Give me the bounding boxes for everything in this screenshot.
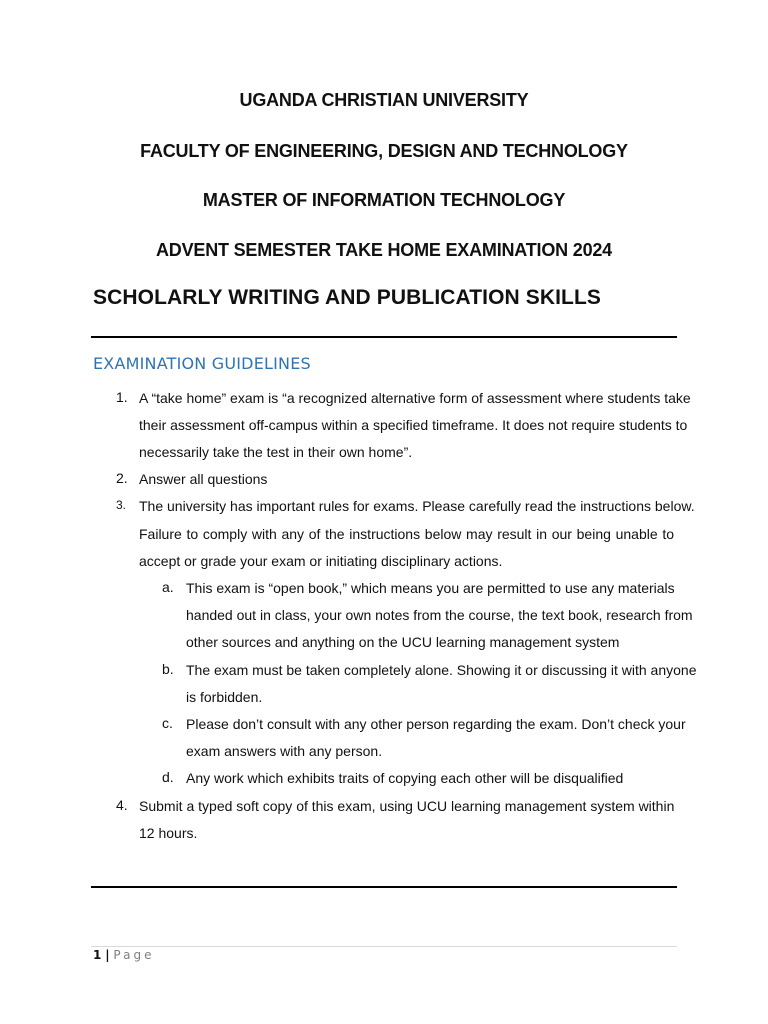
page-number: 1 [93, 948, 102, 962]
subitem-letter: a. [162, 579, 174, 595]
page-separator: | [105, 948, 110, 962]
subitem-line: The exam must be taken completely alone. Showing it or discussing it with anyone [186, 662, 697, 678]
page-label: Page [113, 948, 155, 962]
subitem-line: This exam is “open book,” which means you are permitted to use any materials [186, 580, 675, 596]
subitem-line: Please don’t consult with any other person regarding the exam. Don’t check your [186, 716, 686, 732]
subitem-letter: c. [162, 715, 173, 731]
item-line: Answer all questions [139, 471, 268, 487]
page-footer [93, 948, 154, 962]
exam-heading: ADVENT SEMESTER TAKE HOME EXAMINATION 2024 [156, 240, 612, 260]
subitem-line: handed out in class, your own notes from the course, the text book, research from [186, 607, 693, 623]
guidelines-title: EXAMINATION GUIDELINES [93, 354, 311, 373]
item-line: A “take home” exam is “a recognized alternative form of assessment where students take [139, 390, 691, 406]
university-heading: UGANDA CHRISTIAN UNIVERSITY [239, 90, 529, 110]
subitem-letter: b. [162, 661, 174, 677]
subitem-line: is forbidden. [186, 689, 263, 705]
item-line: their assessment off-campus within a specified timeframe. It does not require students to [139, 417, 688, 433]
item-line: Failure to comply with any of the instructions below may result in our being unable to [139, 526, 674, 542]
item-line: 12 hours. [139, 825, 198, 841]
item-line: accept or grade your exam or initiating disciplinary actions. [139, 553, 503, 569]
item-line: necessarily take the test in their own home”. [139, 444, 413, 460]
subitem-letter: d. [162, 769, 174, 785]
item-number: 4. [116, 797, 128, 813]
subitem-line: other sources and anything on the UCU learning management system [186, 634, 620, 650]
top-divider [91, 336, 677, 338]
footer-divider [91, 946, 677, 947]
item-number: 1. [116, 389, 128, 405]
item-line: Submit a typed soft copy of this exam, using UCU learning management system within [139, 798, 675, 814]
item-number: 3. [116, 498, 127, 512]
bottom-divider [91, 886, 677, 888]
item-number: 2. [116, 470, 128, 486]
item-line: The university has important rules for exams. Please carefully read the instructions below. [139, 498, 695, 514]
course-title: SCHOLARLY WRITING AND PUBLICATION SKILLS [93, 286, 601, 309]
faculty-heading: FACULTY OF ENGINEERING, DESIGN AND TECHNOLOGY [140, 141, 628, 161]
programme-heading: MASTER OF INFORMATION TECHNOLOGY [202, 190, 566, 210]
subitem-line: Any work which exhibits traits of copying each other will be disqualified [186, 770, 624, 786]
subitem-line: exam answers with any person. [186, 743, 383, 759]
